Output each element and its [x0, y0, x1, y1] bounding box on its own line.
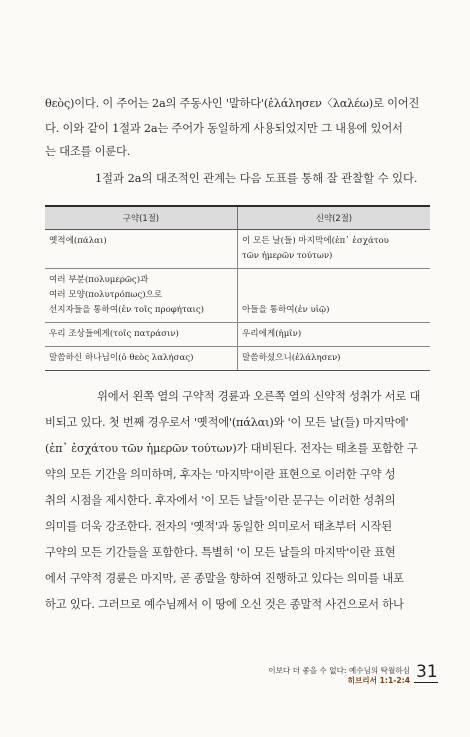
- text-line: 약의 모든 기간을 의미하며, 후자는 '마지막'이란 표현으로 이러한 구약 성: [45, 468, 396, 481]
- table-row: [45, 347, 430, 370]
- table-cell-left: [45, 347, 238, 370]
- table-cell-left: [45, 269, 238, 322]
- cell-line: τῶν ἡμερῶν τούτων): [242, 251, 333, 261]
- text-line: 는 대조를 이룬다.: [45, 145, 131, 158]
- table-cell-left: [45, 230, 238, 268]
- cell-line: 옛적에(πάλαι): [49, 236, 107, 246]
- cell-line: 우리에게(ἡμῖν): [242, 329, 302, 339]
- text-line: (ἐπ᾽ ἐσχάτου τῶν ἡμερῶν τούτων)가 대비된다. 전자는 태초를 포함한 구: [45, 442, 418, 455]
- footer-title: 이보다 더 좋을 수 없다: 예수님의 탁월하심: [268, 666, 410, 675]
- cell-line: 말씀하셨으니(ἐλάλησεν): [242, 353, 341, 363]
- table-cell-right: [238, 323, 430, 346]
- comparison-table: [45, 205, 430, 371]
- table-cell-right: [238, 269, 430, 322]
- cell-line: 우리 조상들에게(τοῖς πατράσιν): [49, 329, 179, 339]
- table-row: [45, 269, 430, 323]
- header-new-testament: 신약(2절): [315, 213, 353, 223]
- footer-subtitle: 히브리서 1:1-2:4: [347, 676, 410, 685]
- table-caption: 1절과 2a의 대조적인 관계는 다음 도표를 통해 잘 관찰할 수 있다.: [95, 172, 418, 185]
- text-line: 하고 있다. 그러므로 예수님께서 이 땅에 오신 것은 종말적 사건으로서 하나: [45, 598, 404, 611]
- text-line: 구약의 모든 기간들을 포함한다. 특별히 '이 모든 날들의 마지막'이란 표현: [45, 546, 396, 559]
- header-old-testament: 구약(1절): [45, 207, 238, 229]
- page-number: 31: [416, 662, 438, 682]
- table-row: [45, 230, 430, 269]
- cell-line: 여러 부분(πολυμερῶς)과: [49, 275, 149, 285]
- text-line: θεὸς)이다. 이 주어는 2a의 주동사인 '말하다'(ἐλάλησεν〈λαλέω)로 이어진: [45, 97, 420, 110]
- table-row: [45, 323, 430, 347]
- running-footer: [268, 666, 410, 686]
- text-line: 위에서 왼쪽 열의 구약적 경륜과 오른쪽 열의 신약적 성취가 서로 대: [97, 390, 421, 403]
- cell-line: 말씀하신 하나님이(ὁ θεὸς λαλήσας): [49, 353, 194, 363]
- table-cell-right: [238, 230, 430, 268]
- table-cell-right: [238, 347, 430, 370]
- text-line: 취의 시점을 제시한다. 후자에서 '이 모든 날들'이란 문구는 이러한 성취의: [45, 494, 396, 507]
- table-cell-left: [45, 323, 238, 346]
- cell-line: 이 모든 날(들) 마지막에(ἐπ᾽ ἐσχάτου: [242, 236, 389, 246]
- cell-line: 여러 모양(πολυτρόπως)으로: [49, 290, 163, 300]
- text-line: 의미를 더욱 강조한다. 전자의 '옛적'과 동일한 의미로서 태초부터 시작된: [45, 520, 393, 533]
- text-line: 에서 구약적 경륜은 마지막, 곧 종말을 향하여 진행하고 있다는 의미를 내포: [45, 572, 404, 585]
- text-line: 비되고 있다. 첫 번째 경우로서 '옛적에'(πάλαι)와 '이 모든 날(들) 마지막에': [45, 416, 409, 429]
- cell-line: 아들을 통하여(ἐν υἱῷ): [242, 305, 330, 315]
- cell-line: 선지자들을 통하여(ἐν τοῖς προφήταις): [49, 305, 205, 315]
- table-header: [45, 207, 430, 230]
- text-line: 다. 이와 같이 1절과 2a는 주어가 동일하게 사용되었지만 그 내용에 있어서: [45, 122, 403, 135]
